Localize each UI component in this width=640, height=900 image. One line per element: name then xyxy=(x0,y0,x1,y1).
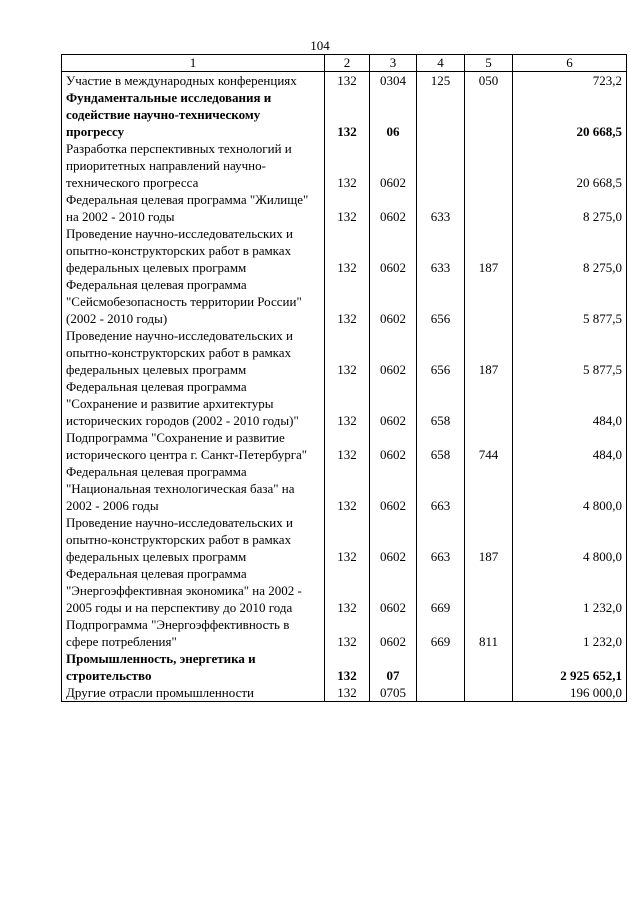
row-code-4 xyxy=(417,140,465,191)
budget-table xyxy=(61,54,627,702)
row-name: Федеральная целевая программа "Сейсмобезопасность территории России" (2002 - 2010 годы) xyxy=(62,276,325,327)
row-code-2: 132 xyxy=(325,650,370,684)
row-code-2: 132 xyxy=(325,191,370,225)
row-code-2: 132 xyxy=(325,463,370,514)
row-code-2: 132 xyxy=(325,684,370,702)
row-amount: 484,0 xyxy=(513,378,627,429)
page-number: 104 xyxy=(310,38,330,53)
row-code-5: 187 xyxy=(465,225,513,276)
table-row xyxy=(62,650,627,684)
table-row xyxy=(62,684,627,702)
row-code-5 xyxy=(465,140,513,191)
row-amount: 20 668,5 xyxy=(513,140,627,191)
row-name: Подпрограмма "Сохранение и развитие исторического центра г. Санкт-Петербурга" xyxy=(62,429,325,463)
row-code-3: 0705 xyxy=(370,684,417,702)
row-code-5 xyxy=(465,89,513,140)
table-row xyxy=(62,514,627,565)
row-code-5: 811 xyxy=(465,616,513,650)
row-amount: 4 800,0 xyxy=(513,463,627,514)
column-header-3: 3 xyxy=(370,55,417,72)
row-code-2: 132 xyxy=(325,89,370,140)
row-name: Проведение научно-исследовательских и опытно-конструкторских работ в рамках федеральных целевых программ xyxy=(62,225,325,276)
row-code-3: 07 xyxy=(370,650,417,684)
row-code-3: 0602 xyxy=(370,327,417,378)
row-code-3: 06 xyxy=(370,89,417,140)
table-row xyxy=(62,72,627,90)
table-body xyxy=(62,72,627,702)
row-code-4: 658 xyxy=(417,429,465,463)
row-code-3: 0602 xyxy=(370,140,417,191)
table-row xyxy=(62,140,627,191)
table-row xyxy=(62,463,627,514)
row-code-5 xyxy=(465,191,513,225)
row-code-2: 132 xyxy=(325,514,370,565)
row-code-5 xyxy=(465,378,513,429)
table-row xyxy=(62,276,627,327)
row-code-3: 0602 xyxy=(370,276,417,327)
row-name: Федеральная целевая программа "Сохранение и развитие архитектуры исторических городов (2002 - 2010 годы)" xyxy=(62,378,325,429)
row-code-3: 0602 xyxy=(370,378,417,429)
table-row xyxy=(62,429,627,463)
row-code-5 xyxy=(465,463,513,514)
row-code-5: 187 xyxy=(465,514,513,565)
table-row xyxy=(62,616,627,650)
row-name: Федеральная целевая программа "Энергоэффективная экономика" на 2002 - 2005 годы и на перспективу до 2010 года xyxy=(62,565,325,616)
row-code-5 xyxy=(465,565,513,616)
table-row xyxy=(62,327,627,378)
table-row xyxy=(62,89,627,140)
row-code-5 xyxy=(465,276,513,327)
table-row xyxy=(62,565,627,616)
row-name: Подпрограмма "Энергоэффективность в сфере потребления" xyxy=(62,616,325,650)
row-code-5: 187 xyxy=(465,327,513,378)
row-amount: 2 925 652,1 xyxy=(513,650,627,684)
column-header-6: 6 xyxy=(513,55,627,72)
row-code-3: 0602 xyxy=(370,225,417,276)
table-row xyxy=(62,225,627,276)
row-code-4: 633 xyxy=(417,225,465,276)
row-code-2: 132 xyxy=(325,225,370,276)
row-code-5: 050 xyxy=(465,72,513,90)
row-code-3: 0602 xyxy=(370,191,417,225)
table-row xyxy=(62,191,627,225)
row-code-2: 132 xyxy=(325,140,370,191)
row-code-3: 0602 xyxy=(370,429,417,463)
row-code-5 xyxy=(465,650,513,684)
row-code-5 xyxy=(465,684,513,702)
row-code-3: 0602 xyxy=(370,463,417,514)
row-code-2: 132 xyxy=(325,72,370,90)
row-name: Участие в международных конференциях xyxy=(62,72,325,90)
row-name: Другие отрасли промышленности xyxy=(62,684,325,702)
row-name: Промышленность, энергетика и строительство xyxy=(62,650,325,684)
row-code-3: 0602 xyxy=(370,565,417,616)
row-code-2: 132 xyxy=(325,616,370,650)
column-header-4: 4 xyxy=(417,55,465,72)
row-code-2: 132 xyxy=(325,327,370,378)
row-code-3: 0304 xyxy=(370,72,417,90)
row-code-2: 132 xyxy=(325,429,370,463)
row-amount: 196 000,0 xyxy=(513,684,627,702)
row-amount: 484,0 xyxy=(513,429,627,463)
row-name: Проведение научно-исследовательских и опытно-конструкторских работ в рамках федеральных целевых программ xyxy=(62,514,325,565)
row-code-4 xyxy=(417,89,465,140)
column-header-1: 1 xyxy=(62,55,325,72)
column-header-5: 5 xyxy=(465,55,513,72)
row-name: Разработка перспективных технологий и приоритетных направлений научно-технического прогресса xyxy=(62,140,325,191)
row-amount: 20 668,5 xyxy=(513,89,627,140)
row-code-4: 656 xyxy=(417,276,465,327)
row-name: Фундаментальные исследования и содействие научно-техническому прогрессу xyxy=(62,89,325,140)
row-code-2: 132 xyxy=(325,378,370,429)
row-amount: 8 275,0 xyxy=(513,191,627,225)
row-amount: 8 275,0 xyxy=(513,225,627,276)
row-code-3: 0602 xyxy=(370,514,417,565)
row-code-4: 669 xyxy=(417,565,465,616)
row-code-2: 132 xyxy=(325,565,370,616)
row-code-2: 132 xyxy=(325,276,370,327)
row-code-3: 0602 xyxy=(370,616,417,650)
header-row xyxy=(62,55,627,72)
row-code-4: 663 xyxy=(417,463,465,514)
row-amount: 5 877,5 xyxy=(513,276,627,327)
row-name: Федеральная целевая программа "Жилище" на 2002 - 2010 годы xyxy=(62,191,325,225)
table-row xyxy=(62,378,627,429)
row-code-4: 656 xyxy=(417,327,465,378)
row-amount: 4 800,0 xyxy=(513,514,627,565)
row-amount: 1 232,0 xyxy=(513,616,627,650)
row-name: Проведение научно-исследовательских и опытно-конструкторских работ в рамках федеральных целевых программ xyxy=(62,327,325,378)
row-amount: 723,2 xyxy=(513,72,627,90)
row-code-4: 669 xyxy=(417,616,465,650)
row-code-4 xyxy=(417,684,465,702)
row-code-5: 744 xyxy=(465,429,513,463)
row-code-4: 125 xyxy=(417,72,465,90)
row-amount: 1 232,0 xyxy=(513,565,627,616)
row-code-4 xyxy=(417,650,465,684)
column-header-2: 2 xyxy=(325,55,370,72)
row-code-4: 663 xyxy=(417,514,465,565)
row-name: Федеральная целевая программа "Национальная технологическая база" на 2002 - 2006 годы xyxy=(62,463,325,514)
row-code-4: 633 xyxy=(417,191,465,225)
row-code-4: 658 xyxy=(417,378,465,429)
row-amount: 5 877,5 xyxy=(513,327,627,378)
